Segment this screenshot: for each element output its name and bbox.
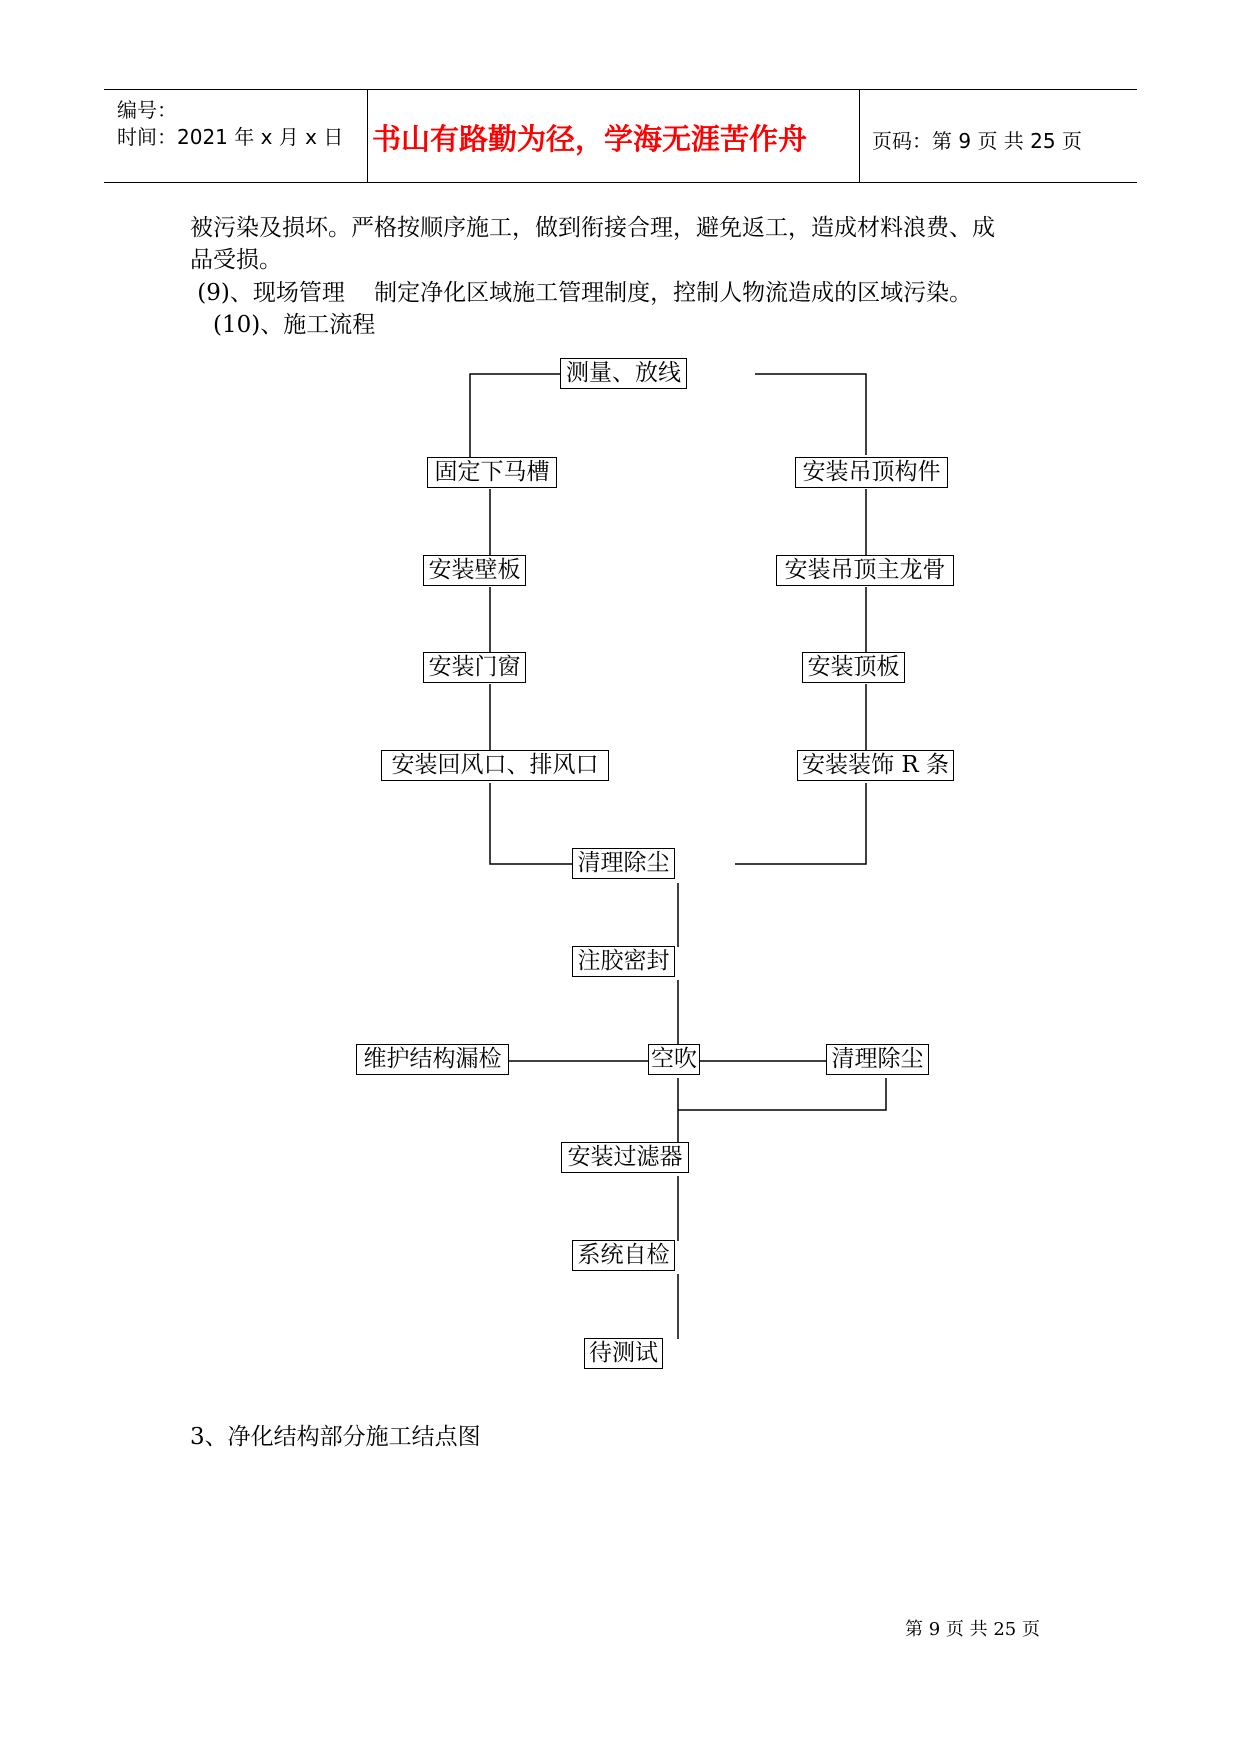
header-time-label: 时间：2021 年 x 月 x 日: [117, 125, 344, 149]
node-maintenance-check: 维护结构漏检: [356, 1044, 509, 1075]
connector-right-bottom: [735, 783, 866, 864]
body-line-1: 被污染及损坏。严格按顺序施工，做到衔接合理，避免返工，造成材料浪费、成: [190, 215, 995, 241]
body-line-2: 品受损。: [190, 247, 282, 273]
section-3-heading: 3、净化结构部分施工结点图: [190, 1424, 481, 1450]
node-clean-2: 清理除尘: [826, 1044, 929, 1075]
footer-page-number: 第 9 页 共 25 页: [905, 1619, 1040, 1640]
connector-left-bottom: [490, 783, 572, 864]
node-vents: 安装回风口、排风口: [381, 750, 609, 781]
header-number-label: 编号：: [117, 98, 177, 122]
node-survey: 测量、放线: [560, 358, 687, 389]
node-ceiling-panel: 安装顶板: [802, 652, 905, 683]
node-filters: 安装过滤器: [561, 1142, 689, 1173]
node-self-check: 系统自检: [572, 1240, 675, 1271]
body-line-4: (10)、施工流程: [213, 312, 376, 338]
node-fix-channel: 固定下马槽: [427, 457, 557, 488]
header-motto: 书山有路勤为径，学海无涯苦作舟: [372, 122, 808, 156]
node-trim-strip: 安装装饰 R 条: [797, 750, 954, 781]
connector-survey-left: [470, 374, 560, 458]
connector-clean2-return: [678, 1078, 886, 1110]
connector-survey-right: [755, 374, 866, 455]
body-line-3: (9)、现场管理 制定净化区域施工管理制度，控制人物流造成的区域污染。: [190, 280, 973, 306]
node-air-blow: 空吹: [648, 1044, 700, 1075]
node-ceiling-parts: 安装吊顶构件: [795, 457, 948, 488]
header-page-label: 页码：第 9 页 共 25 页: [872, 129, 1082, 153]
node-pending-test: 待测试: [584, 1338, 663, 1369]
node-clean-1: 清理除尘: [572, 848, 675, 879]
node-ceiling-main-keel: 安装吊顶主龙骨: [776, 555, 954, 586]
node-doors-windows: 安装门窗: [423, 652, 526, 683]
node-wall-panel: 安装壁板: [423, 555, 526, 586]
node-sealant: 注胶密封: [572, 946, 675, 977]
